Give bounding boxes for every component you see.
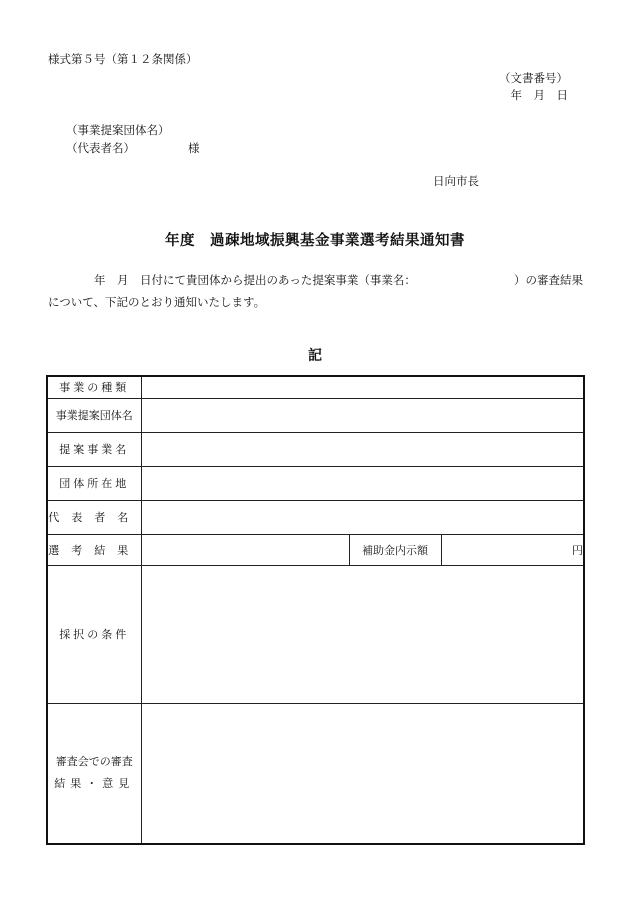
row-label-proposing-organization: 事業提案団体名	[47, 398, 141, 432]
grant-amount-field[interactable]	[441, 534, 584, 565]
table-row	[47, 565, 584, 703]
recipient-organization-label: （事業提案団体名）	[66, 123, 170, 137]
review-label-line1: 審査会での審査	[55, 755, 133, 769]
ki-heading: 記	[308, 348, 322, 364]
result-form-table	[46, 375, 585, 845]
review-label-line2: 結果・意見	[54, 777, 135, 791]
issuer-name: 日向市長	[433, 174, 479, 188]
table-row	[47, 534, 584, 565]
recipient-representative-label: （代表者名）	[66, 141, 135, 155]
row-label-representative: 代表者名	[47, 500, 141, 534]
project-type-field[interactable]	[141, 376, 584, 398]
table-row	[47, 398, 584, 432]
review-opinion-field[interactable]	[141, 703, 584, 844]
recipient-honorific: 様	[188, 141, 200, 155]
row-label-selection-result: 選考結果	[47, 534, 141, 565]
page-title: 年度 過疎地域振興基金事業選考結果通知書	[165, 232, 465, 249]
table-row	[47, 432, 584, 466]
row-label-conditions: 採択の条件	[47, 565, 141, 703]
row-label-review-opinion	[47, 703, 141, 844]
project-name-field[interactable]	[141, 432, 584, 466]
document-date: 年 月 日	[510, 88, 568, 102]
body-line1-lead: 年 月 日付にて貴団体から提出のあった提案事業（事業名：	[94, 273, 416, 287]
row-label-project-name: 提案事業名	[47, 432, 141, 466]
grant-amount-label: 補助金内示額	[349, 534, 441, 565]
document-number: （文書番号）	[499, 71, 568, 85]
organization-address-field[interactable]	[141, 466, 584, 500]
table-row	[47, 466, 584, 500]
conditions-field[interactable]	[141, 565, 584, 703]
body-line1-tail: ）の審査結果	[514, 273, 583, 287]
body-paragraph-line2: について、下記のとおり通知いたします。	[48, 295, 266, 309]
form-number: 様式第５号（第１２条関係）	[48, 52, 198, 66]
row-label-project-type: 事業の種類	[47, 376, 141, 398]
row-label-organization-address: 団体所在地	[47, 466, 141, 500]
table-row	[47, 376, 584, 398]
representative-field[interactable]	[141, 500, 584, 534]
table-row	[47, 500, 584, 534]
table-row	[47, 703, 584, 844]
selection-result-field[interactable]	[141, 534, 349, 565]
proposing-organization-field[interactable]	[141, 398, 584, 432]
yen-unit: 円	[572, 543, 583, 557]
